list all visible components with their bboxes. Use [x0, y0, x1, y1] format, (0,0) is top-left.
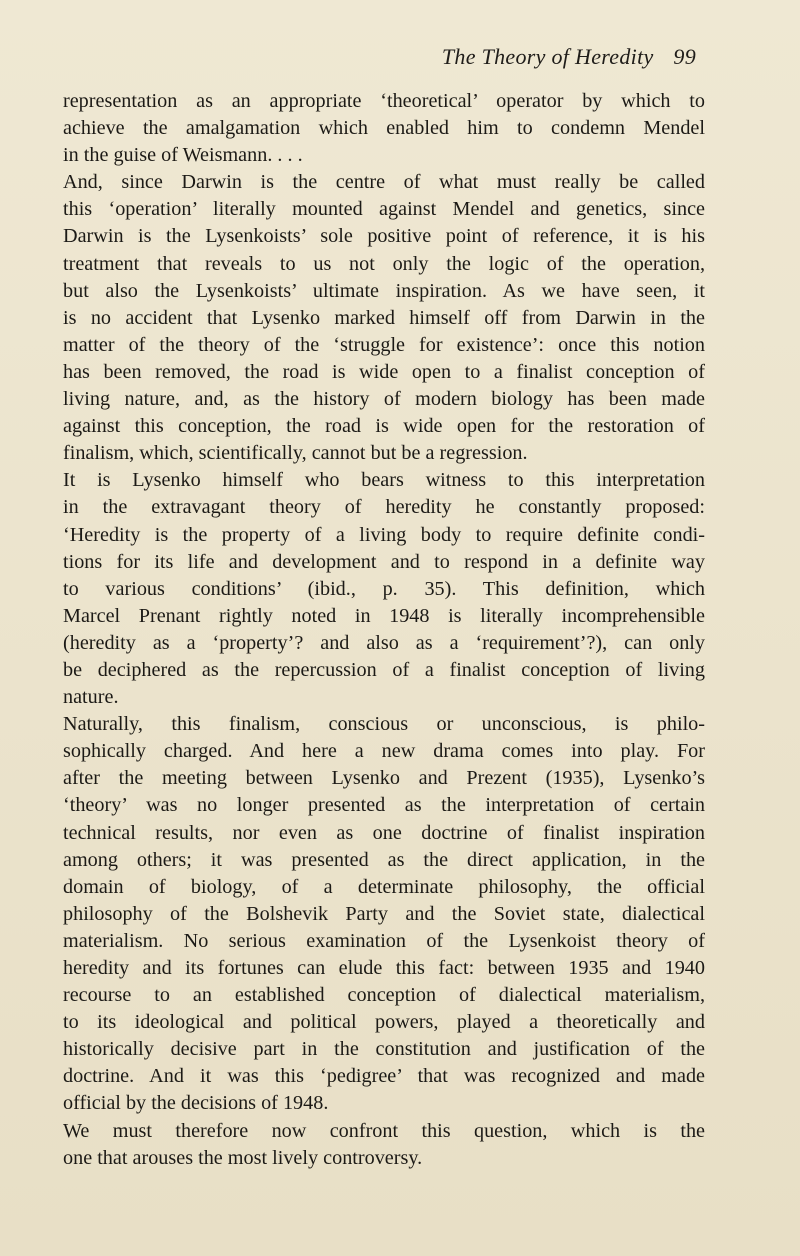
text-line: has been removed, the road is wide open to a finalist conception of: [63, 360, 705, 383]
text-line: among others; it was presented as the direct application, in the: [63, 848, 705, 871]
text-line: is no accident that Lysenko marked himself off from Darwin in the: [63, 306, 705, 329]
text-line: Naturally, this finalism, conscious or unconscious, is philo-: [63, 713, 705, 736]
text-line: finalism, which, scientifically, cannot but be a regression.: [63, 442, 528, 465]
text-line: Marcel Prenant rightly noted in 1948 is literally incomprehensible: [63, 604, 705, 627]
text-line: representation as an appropriate ‘theoretical’ operator by which to: [63, 90, 705, 112]
text-line: tions for its life and development and to respond in a definite way: [63, 550, 705, 573]
text-line: ‘theory’ was no longer presented as the interpretation of certain: [63, 794, 705, 817]
text-line: materialism. No serious examination of the Lysenkoist theory of: [63, 929, 705, 952]
text-line: It is Lysenko himself who bears witness to this interpretation: [63, 469, 705, 492]
text-line: official by the decisions of 1948.: [63, 1092, 329, 1115]
text-line: nature.: [63, 686, 119, 709]
text-line: Darwin is the Lysenkoists’ sole positive point of reference, it is his: [63, 225, 705, 248]
text-line: philosophy of the Bolshevik Party and the Soviet state, dialectical: [63, 902, 705, 925]
text-line: achieve the amalgamation which enabled him to condemn Mendel: [63, 117, 705, 140]
text-line: against this conception, the road is wide open for the restoration of: [63, 415, 705, 438]
text-line: heredity and its fortunes can elude this fact: between 1935 and 1940: [63, 957, 705, 979]
text-line: We must therefore now confront this question, which is the: [63, 1119, 705, 1142]
text-line: be deciphered as the repercussion of a finalist conception of living: [63, 658, 705, 681]
text-line: one that arouses the most lively controversy.: [63, 1146, 423, 1169]
text-line: treatment that reveals to us not only the logic of the operation,: [63, 252, 705, 275]
body-text: [63, 88, 705, 1172]
text-line: doctrine. And it was this ‘pedigree’ that was recognized and made: [63, 1065, 705, 1088]
running-head: [442, 44, 696, 70]
text-line: ‘Heredity is the property of a living body to require definite condi-: [63, 523, 705, 546]
text-line: this ‘operation’ literally mounted against Mendel and genetics, since: [63, 198, 705, 221]
text-line: but also the Lysenkoists’ ultimate inspiration. As we have seen, it: [63, 279, 705, 302]
text-line: in the guise of Weismann. . . .: [63, 144, 303, 167]
text-line: recourse to an established conception of dialectical materialism,: [63, 984, 705, 1007]
text-line: to its ideological and political powers, played a theoretically and: [63, 1011, 705, 1034]
text-line: after the meeting between Lysenko and Prezent (1935), Lysenko’s: [63, 767, 705, 790]
page-number: 99: [673, 44, 696, 69]
text-line: historically decisive part in the constitution and justification of the: [63, 1038, 705, 1061]
text-line: living nature, and, as the history of modern biology has been made: [63, 388, 705, 411]
text-line: domain of biology, of a determinate philosophy, the official: [63, 875, 705, 898]
text-line: (heredity as a ‘property’? and also as a ‘requirement’?), can only: [63, 631, 705, 654]
text-line: sophically charged. And here a new drama comes into play. For: [63, 740, 705, 763]
running-head-title: The Theory of Heredity: [441, 44, 654, 69]
text-line: in the extravagant theory of heredity he constantly proposed:: [63, 496, 705, 519]
text-line: to various conditions’ (ibid., p. 35). This definition, which: [63, 577, 705, 600]
text-line: matter of the theory of the ‘struggle for existence’: once this notion: [63, 333, 705, 356]
text-line: technical results, nor even as one doctrine of finalist inspiration: [63, 821, 705, 844]
text-line: And, since Darwin is the centre of what must really be called: [63, 171, 705, 194]
